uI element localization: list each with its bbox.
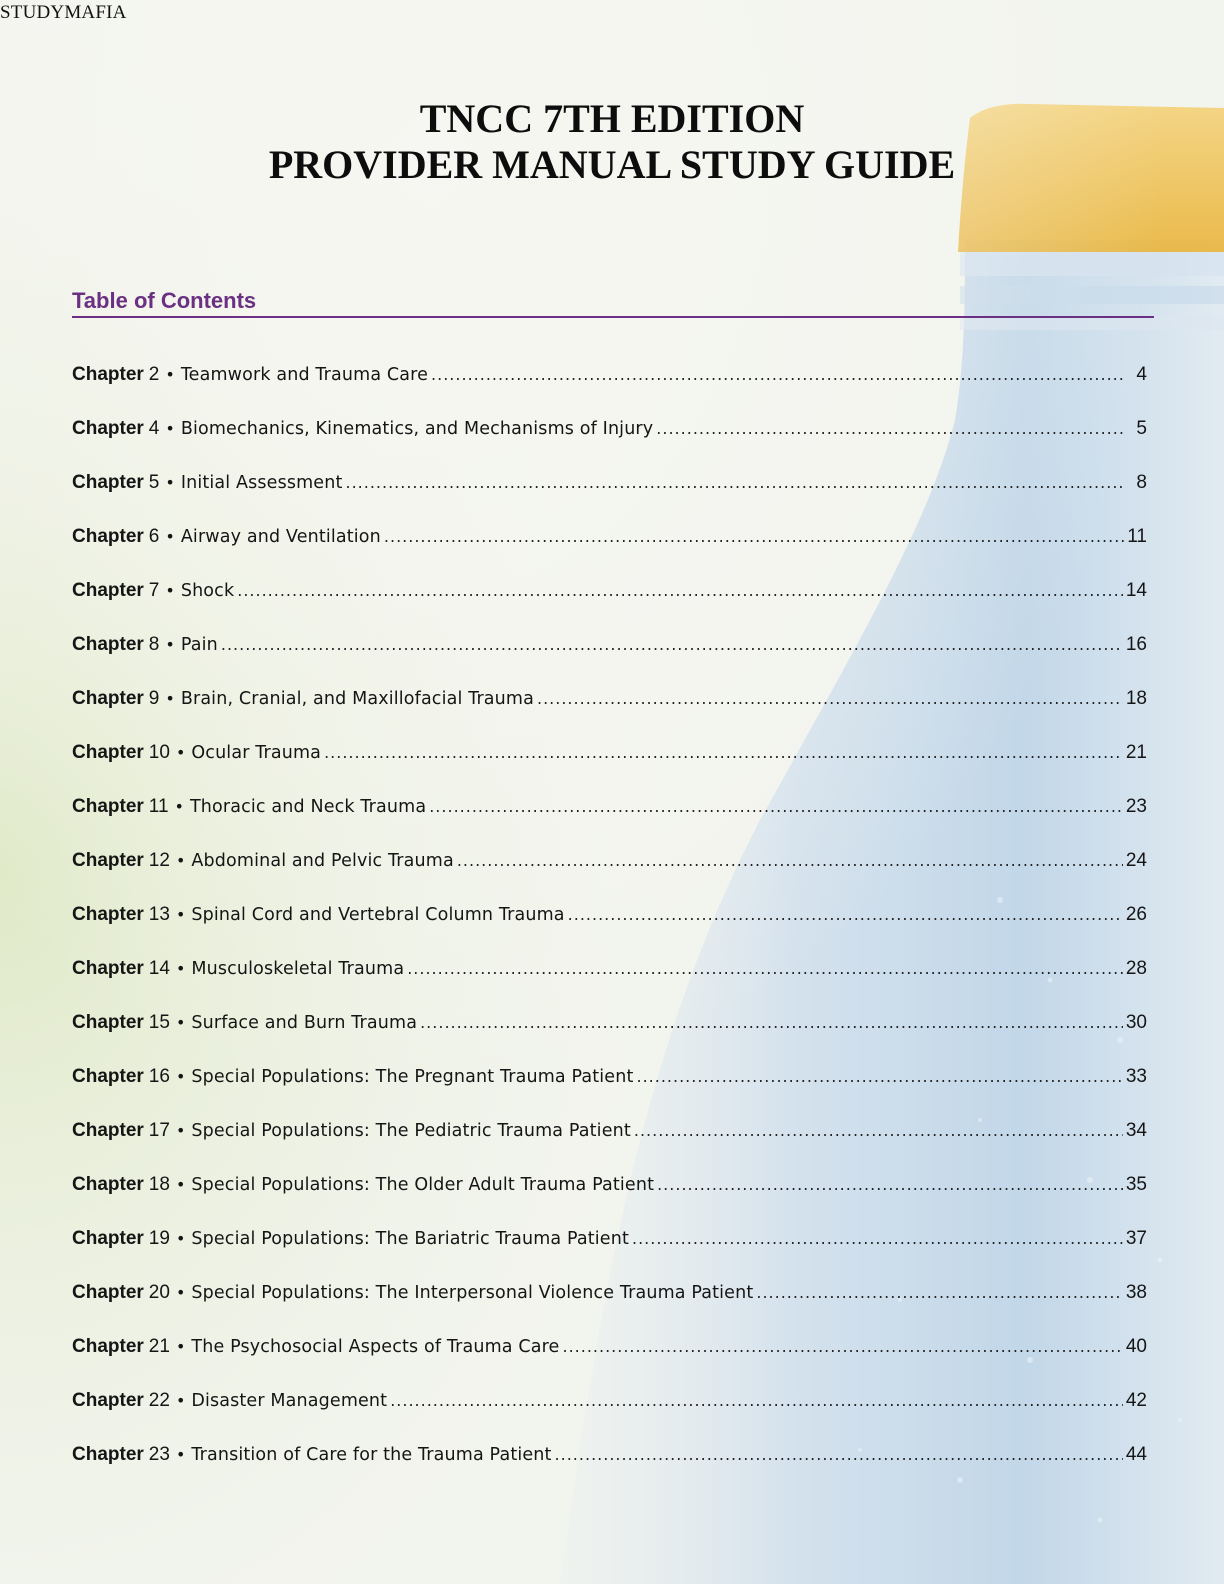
chapter-number: 8 xyxy=(148,634,160,655)
toc-entry[interactable] xyxy=(72,524,1147,578)
page-number: 38 xyxy=(1125,1282,1147,1303)
toc-entry[interactable] xyxy=(72,956,1147,1010)
toc-entry[interactable] xyxy=(72,902,1147,956)
toc-entry[interactable] xyxy=(72,1010,1147,1064)
page-number: 37 xyxy=(1125,1228,1147,1249)
page-number: 28 xyxy=(1125,958,1147,979)
toc-entry[interactable] xyxy=(72,1226,1147,1280)
dot-leader xyxy=(345,470,1124,496)
chapter-title: Special Populations: The Pregnant Trauma Patient xyxy=(191,1067,634,1087)
page-number: 5 xyxy=(1136,418,1147,439)
chapter-title: Special Populations: The Pediatric Trauma Patient xyxy=(191,1121,631,1141)
chapter-number: 4 xyxy=(148,418,160,439)
page-number: 8 xyxy=(1136,472,1147,493)
chapter-title: Spinal Cord and Vertebral Column Trauma xyxy=(191,905,565,925)
chapter-label: Chapter xyxy=(72,1120,144,1141)
chapter-number: 17 xyxy=(148,1120,170,1141)
chapter-label: Chapter xyxy=(72,1174,144,1195)
chapter-title: The Psychosocial Aspects of Trauma Care xyxy=(191,1337,560,1357)
page-number: 4 xyxy=(1136,364,1147,385)
chapter-label: Chapter xyxy=(72,526,144,547)
chapter-title: Special Populations: The Older Adult Trauma Patient xyxy=(191,1175,655,1195)
toc-entry[interactable] xyxy=(72,1172,1147,1226)
toc-entry[interactable] xyxy=(72,1280,1147,1334)
bullet-icon: • xyxy=(175,851,186,870)
chapter-title: Musculoskeletal Trauma xyxy=(191,959,405,979)
chapter-label: Chapter xyxy=(72,472,144,493)
chapter-label: Chapter xyxy=(72,1336,144,1357)
dot-leader xyxy=(431,362,1124,388)
page-number: 18 xyxy=(1125,688,1147,709)
dot-leader xyxy=(537,686,1123,712)
dot-leader xyxy=(384,524,1124,550)
bullet-icon: • xyxy=(175,1283,186,1302)
chapter-title: Transition of Care for the Trauma Patient xyxy=(191,1445,552,1465)
toc-entry[interactable] xyxy=(72,740,1147,794)
page-number: 23 xyxy=(1125,796,1147,817)
toc-entry[interactable] xyxy=(72,362,1147,416)
chapter-title: Brain, Cranial, and Maxillofacial Trauma xyxy=(180,689,534,709)
toc-heading: Table of Contents xyxy=(72,288,257,313)
chapter-number: 5 xyxy=(148,472,160,493)
bullet-icon: • xyxy=(175,743,186,762)
bullet-icon: • xyxy=(175,1013,186,1032)
chapter-label: Chapter xyxy=(72,1066,144,1087)
toc-entry[interactable] xyxy=(72,794,1147,848)
chapter-number: 14 xyxy=(148,958,170,979)
toc-divider xyxy=(72,316,1154,318)
bullet-icon: • xyxy=(165,635,175,654)
toc-entry[interactable] xyxy=(72,578,1147,632)
page-number: 24 xyxy=(1125,850,1147,871)
bullet-icon: • xyxy=(175,959,186,978)
chapter-title: Shock xyxy=(180,581,235,601)
page-number: 30 xyxy=(1125,1012,1147,1033)
bullet-icon: • xyxy=(175,1121,186,1140)
dot-leader xyxy=(632,1226,1123,1252)
toc-entry[interactable] xyxy=(72,1442,1147,1496)
page-number: 44 xyxy=(1125,1444,1147,1465)
toc-entry[interactable] xyxy=(72,470,1147,524)
dot-leader xyxy=(657,1172,1123,1198)
chapter-number: 19 xyxy=(148,1228,170,1249)
chapter-label: Chapter xyxy=(72,1390,144,1411)
chapter-number: 20 xyxy=(148,1282,170,1303)
bullet-icon: • xyxy=(165,365,175,384)
chapter-title: Ocular Trauma xyxy=(191,743,322,763)
chapter-label: Chapter xyxy=(72,580,144,601)
chapter-label: Chapter xyxy=(72,634,144,655)
chapter-title: Thoracic and Neck Trauma xyxy=(189,797,427,817)
dot-leader xyxy=(237,578,1123,604)
chapter-title: Disaster Management xyxy=(191,1391,388,1411)
page-number: 34 xyxy=(1125,1120,1147,1141)
page-number: 42 xyxy=(1125,1390,1147,1411)
chapter-title: Initial Assessment xyxy=(180,473,343,493)
chapter-number: 7 xyxy=(148,580,160,601)
chapter-number: 16 xyxy=(148,1066,170,1087)
chapter-label: Chapter xyxy=(72,742,144,763)
title-line-1: TNCC 7TH EDITION xyxy=(419,96,805,141)
bullet-icon: • xyxy=(165,689,175,708)
chapter-title: Biomechanics, Kinematics, and Mechanisms of Injury xyxy=(180,419,654,439)
page-number: 16 xyxy=(1125,634,1147,655)
chapter-number: 11 xyxy=(148,796,169,817)
watermark-text: STUDYMAFIA xyxy=(0,2,127,23)
chapter-number: 2 xyxy=(148,364,160,385)
chapter-number: 15 xyxy=(148,1012,170,1033)
bullet-icon: • xyxy=(175,1445,186,1464)
chapter-title: Teamwork and Trauma Care xyxy=(180,365,429,385)
chapter-label: Chapter xyxy=(72,958,144,979)
chapter-number: 22 xyxy=(148,1390,170,1411)
dot-leader xyxy=(656,416,1124,442)
chapter-label: Chapter xyxy=(72,364,144,385)
chapter-label: Chapter xyxy=(72,688,144,709)
chapter-number: 6 xyxy=(148,526,160,547)
page-number: 11 xyxy=(1127,526,1147,547)
dot-leader xyxy=(390,1388,1123,1414)
dot-leader xyxy=(221,632,1123,658)
dot-leader xyxy=(636,1064,1122,1090)
dot-leader xyxy=(324,740,1123,766)
toc-entry[interactable] xyxy=(72,1118,1147,1172)
chapter-number: 21 xyxy=(148,1336,170,1357)
toc-entry[interactable] xyxy=(72,686,1147,740)
bullet-icon: • xyxy=(175,1391,186,1410)
bullet-icon: • xyxy=(174,797,184,816)
chapter-label: Chapter xyxy=(72,1012,144,1033)
chapter-number: 12 xyxy=(148,850,170,871)
dot-leader xyxy=(562,1334,1122,1360)
toc-entry[interactable] xyxy=(72,1064,1147,1118)
bullet-icon: • xyxy=(165,581,175,600)
page-number: 21 xyxy=(1125,742,1147,763)
page-number: 35 xyxy=(1125,1174,1147,1195)
bullet-icon: • xyxy=(175,1337,186,1356)
chapter-number: 9 xyxy=(148,688,160,709)
chapter-label: Chapter xyxy=(72,1444,144,1465)
chapter-title: Surface and Burn Trauma xyxy=(191,1013,418,1033)
bullet-icon: • xyxy=(165,473,175,492)
chapter-label: Chapter xyxy=(72,1282,144,1303)
bullet-icon: • xyxy=(175,905,186,924)
chapter-number: 23 xyxy=(148,1444,170,1465)
chapter-label: Chapter xyxy=(72,796,144,817)
chapter-number: 18 xyxy=(148,1174,170,1195)
page-title xyxy=(0,96,1224,188)
chapter-title: Airway and Ventilation xyxy=(180,527,381,547)
chapter-label: Chapter xyxy=(72,1228,144,1249)
toc-entry[interactable] xyxy=(72,1334,1147,1388)
chapter-title: Abdominal and Pelvic Trauma xyxy=(191,851,454,871)
dot-leader xyxy=(568,902,1123,928)
chapter-number: 10 xyxy=(148,742,170,763)
dot-leader xyxy=(420,1010,1123,1036)
toc-list xyxy=(72,362,1147,1496)
bullet-icon: • xyxy=(165,419,175,438)
page-number: 40 xyxy=(1125,1336,1147,1357)
chapter-title: Pain xyxy=(180,635,218,655)
chapter-label: Chapter xyxy=(72,904,144,925)
dot-leader xyxy=(555,1442,1123,1468)
toc-entry[interactable] xyxy=(72,848,1147,902)
dot-leader xyxy=(457,848,1123,874)
page-number: 14 xyxy=(1125,580,1147,601)
dot-leader xyxy=(429,794,1123,820)
chapter-title: Special Populations: The Bariatric Trauma Patient xyxy=(191,1229,629,1249)
dot-leader xyxy=(756,1280,1123,1306)
chapter-label: Chapter xyxy=(72,418,144,439)
page-number: 26 xyxy=(1125,904,1147,925)
toc-entry[interactable] xyxy=(72,1388,1147,1442)
chapter-title: Special Populations: The Interpersonal Violence Trauma Patient xyxy=(191,1283,754,1303)
chapter-number: 13 xyxy=(148,904,170,925)
bullet-icon: • xyxy=(175,1229,186,1248)
chapter-label: Chapter xyxy=(72,850,144,871)
toc-entry[interactable] xyxy=(72,416,1147,470)
title-line-2: PROVIDER MANUAL STUDY GUIDE xyxy=(268,142,956,187)
dot-leader xyxy=(634,1118,1123,1144)
bullet-icon: • xyxy=(175,1175,186,1194)
toc-entry[interactable] xyxy=(72,632,1147,686)
bullet-icon: • xyxy=(165,527,175,546)
dot-leader xyxy=(407,956,1123,982)
page-number: 33 xyxy=(1125,1066,1147,1087)
bullet-icon: • xyxy=(175,1067,186,1086)
